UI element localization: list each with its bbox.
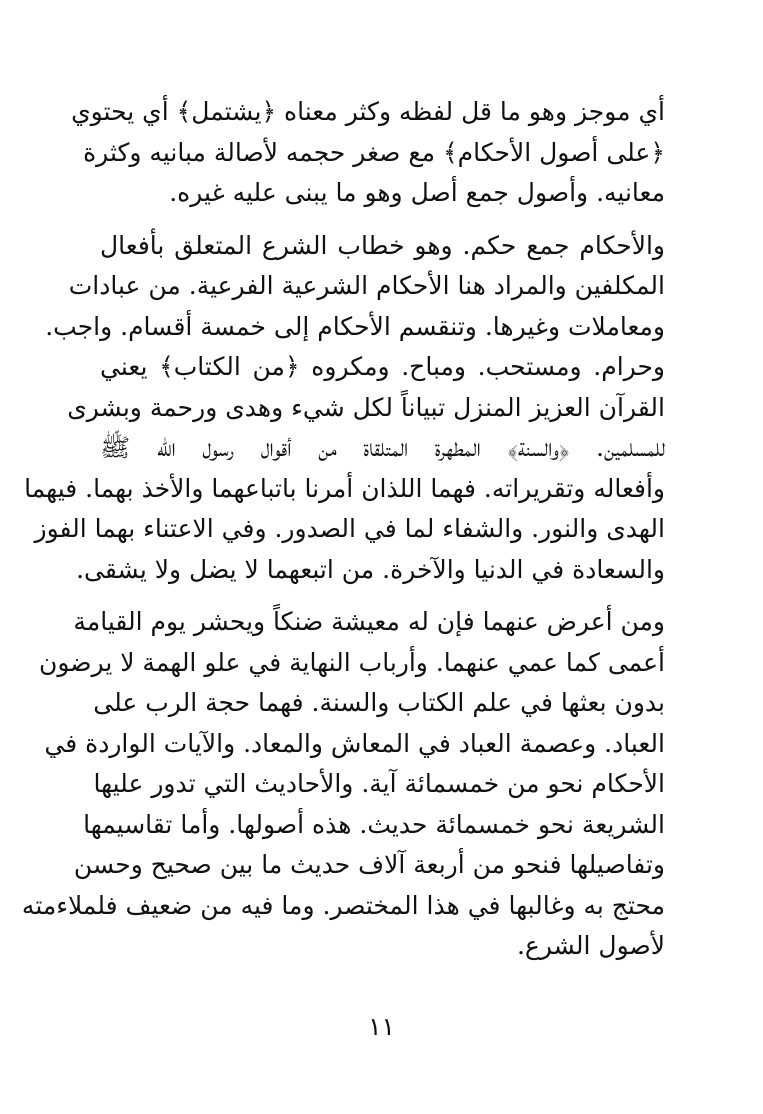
text-line: لأصول الشرع. — [516, 931, 665, 960]
text-line: والسعادة في الدنيا والآخرة. من اتبعهما لا يضل ولا يشقى. — [76, 554, 665, 584]
text-line: محتج به وغالبها في هذا المختصر. وما فيه من ضعيف فلملاءمته — [21, 890, 665, 920]
text-line: أي موجز وهو ما قل لفظه وكثر معناه ﴿يشتمل﴾ أي يحتوي — [71, 97, 665, 126]
paragraph-2 — [24, 226, 665, 591]
text-line: معانيه. وأصول جمع أصل وهو ما يبنى عليه غيره. — [169, 178, 665, 207]
text-line: وتفاصيلها فنحو من أربعة آلاف حديث ما بين صحيح وحسن — [73, 850, 665, 879]
text-line: العباد. وعصمة العباد في المعاش والمعاد. والآيات الواردة في — [44, 728, 665, 758]
text-line: والأحكام جمع حكم. وهو خطاب الشرع المتعلق بأفعال — [100, 230, 665, 260]
text-line: الهدى والنور. والشفاء لما في الصدور. وفي الاعتناء بهما الفوز — [34, 514, 665, 543]
text-line: بدون بعثها في علم الكتاب والسنة. فهما حجة الرب على — [93, 688, 665, 717]
text-line: للمسلمين. ﴿والسنة﴾ المطهرة المتلقاة من أقوال رسول الله ﷺ — [100, 433, 665, 462]
body-text — [21, 92, 665, 967]
text-line: وأفعاله وتقريراته. فهما اللذان أمرنا باتباعهما والأخذ بهما. فيهما — [24, 473, 665, 503]
page-number: ١١ — [368, 1012, 395, 1041]
text-line: القرآن العزيز المنزل تبياناً لكل شيء وهدى ورحمة وبشرى — [67, 392, 665, 422]
text-line: وحرام. ومستحب. ومباح. ومكروه ﴿من الكتاب﴾ يعني — [100, 352, 665, 381]
text-line: الأحكام نحو من خمسمائة آية. والأحاديث التي تدور عليها — [93, 769, 665, 798]
text-line: الشريعة نحو خمسمائة حديث. هذه أصولها. وأما تقاسيمها — [83, 809, 665, 839]
text-line: أعمى كما عمي عنهما. وأرباب النهاية في علو الهمة لا يرضون — [39, 647, 665, 677]
text-line: ومعاملات وغيرها. وتنقسم الأحكام إلى خمسة أقسام. واجب. — [45, 311, 665, 341]
paragraph-1 — [71, 92, 665, 214]
text-line: ﴿على أصول الأحكام﴾ مع صغر حجمه لأصالة مبانيه وكثرة — [83, 137, 665, 167]
text-line: ومن أعرض عنهما فإن له معيشة ضنكاً ويحشر يوم القيامة — [73, 607, 665, 636]
text-line: المكلفين والمراد هنا الأحكام الشرعية الفرعية. من عبادات — [68, 271, 665, 300]
paragraph-3 — [21, 602, 665, 967]
